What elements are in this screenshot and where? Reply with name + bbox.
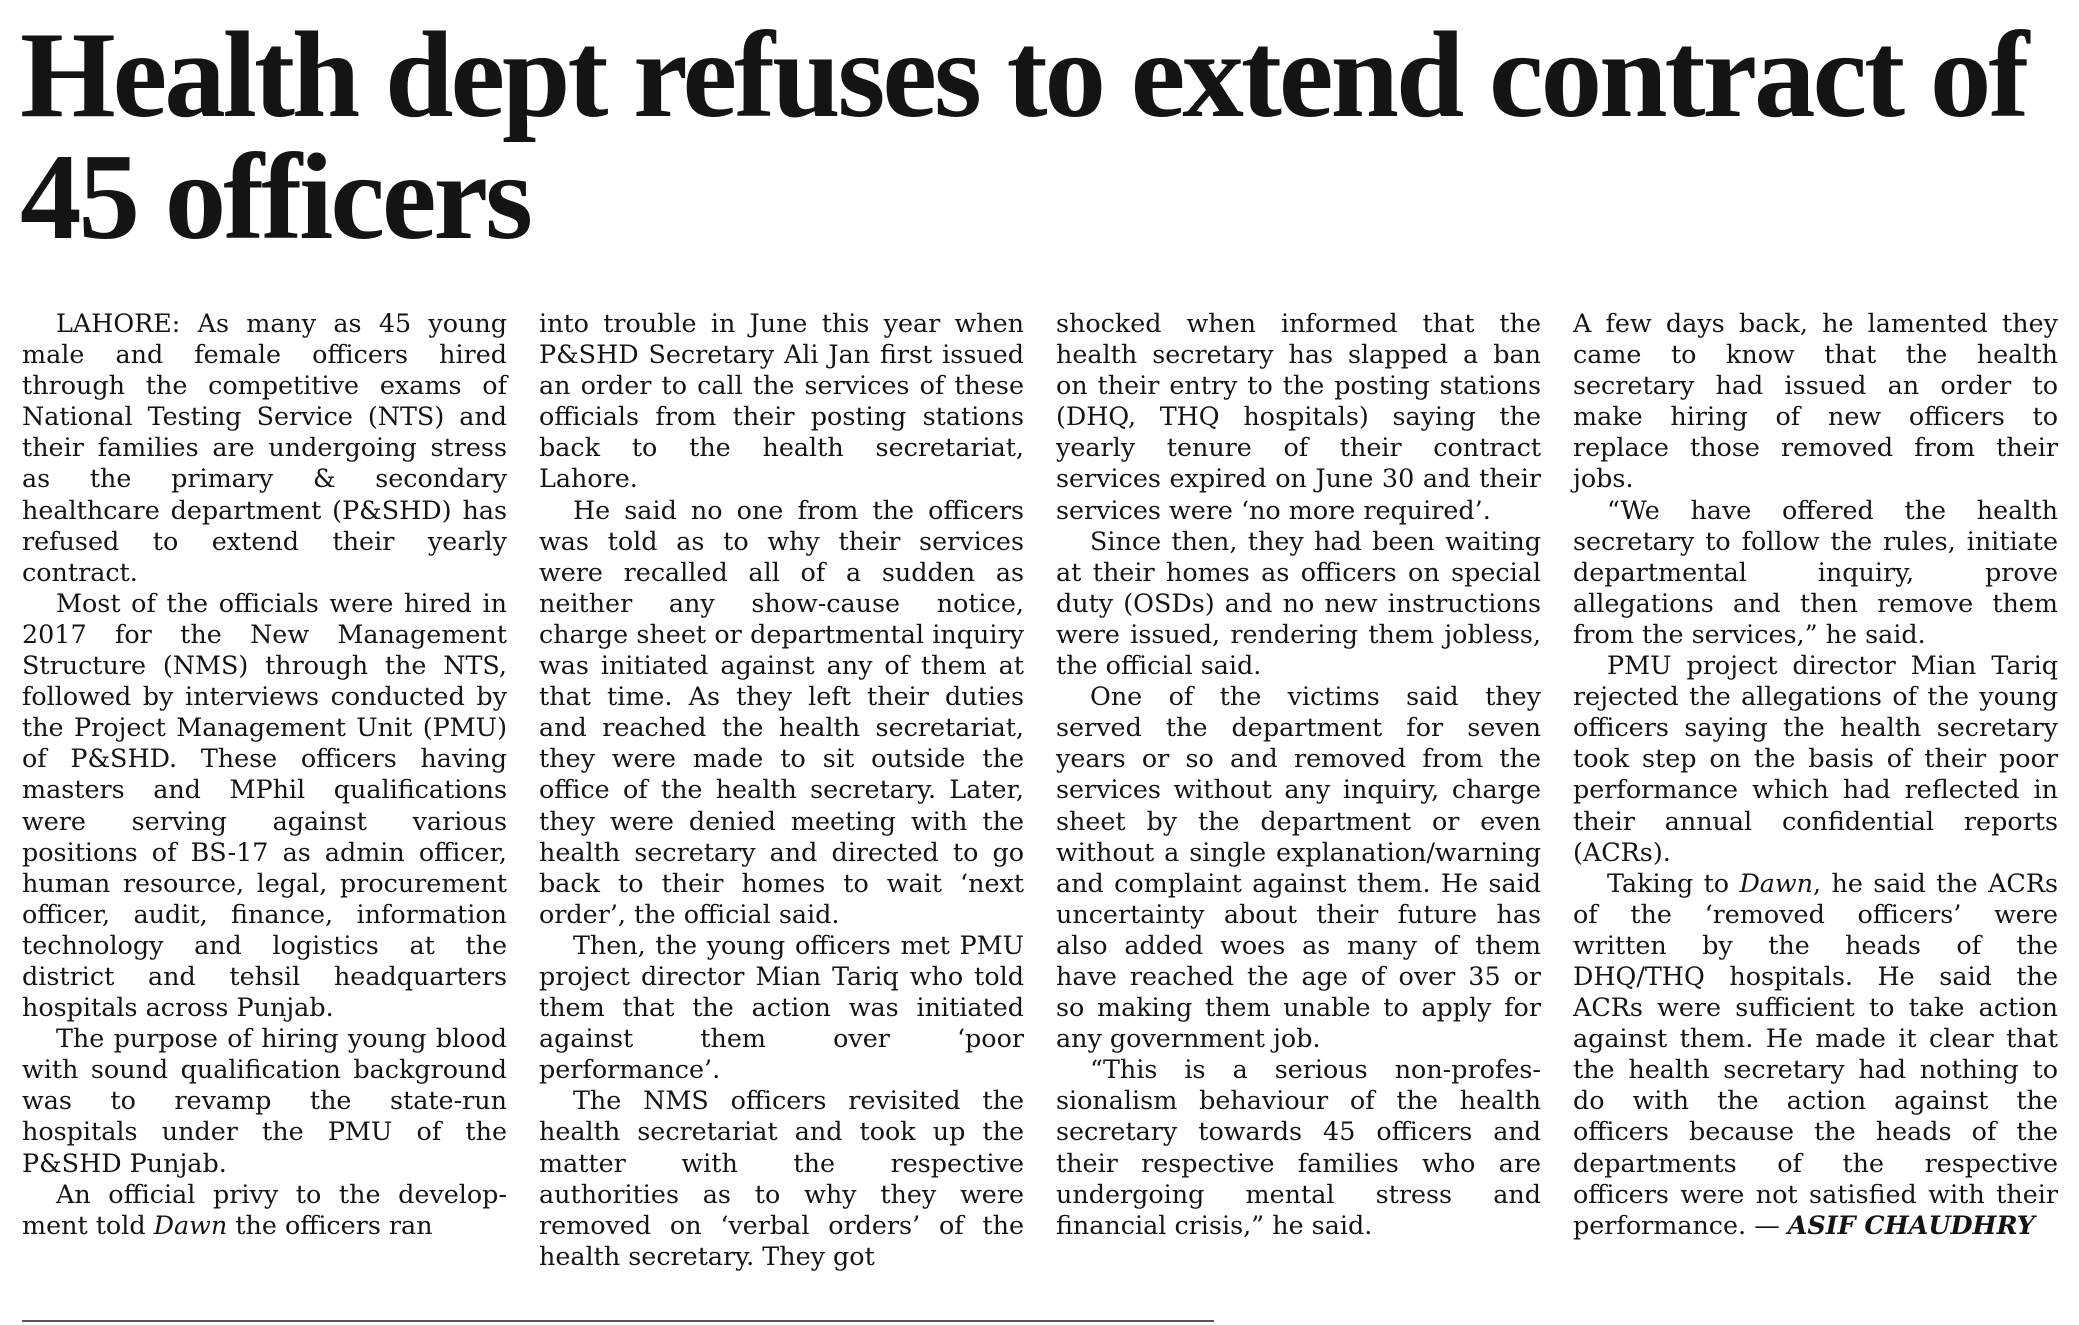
byline: ASIF CHAUDHRY (1787, 1209, 2035, 1240)
article-paragraph: Then, the young officers met PMU project director Mian Tariq who told them that the action was initiated against them over ‘poor performance’. (539, 929, 1024, 1085)
article-paragraph: The NMS officers revisited the health secretariat and took up the matter with the respective authorities as to why they were removed on ‘verbal orders’ of the health secretary. They got (539, 1085, 1024, 1271)
article-paragraph: Since then, they had been waiting at their homes as officers on special duty (OSDs) and no new instructions were issued, rendering them jobless, the official said. (1056, 525, 1541, 681)
italic-publication-name: Dawn (153, 1209, 228, 1240)
article-paragraph: LAHORE: As many as 45 young male and female officers hired through the competitive exams of National Testing Service (NTS) and their families are undergoing stress as the primary & secondary healthcare department (P&SHD) has refused to extend their yearly contract. (22, 308, 507, 587)
article-column-2 (539, 308, 1024, 1272)
article-paragraph: An official privy to the development told Dawn the officers ran (22, 1178, 507, 1240)
article-column-4 (1573, 308, 2058, 1241)
italic-publication-name: Dawn (1739, 867, 1814, 898)
article-paragraph: A few days back, he lamented they came to know that the health secretary had issued an order to make hiring of new officers to replace those removed from their jobs. (1573, 308, 2058, 494)
article-column-3 (1056, 308, 1541, 1241)
article-paragraph: He said no one from the officers was told as to why their services were recalled all of a sudden as neither any show-cause notice, charge sheet or departmental inquiry was initiated against any of them at that time. As they left their duties and reached the health secretariat, they were made to sit outside the office of the health secretary. Later, they were denied meeting with the health secretary and directed to go back to their homes to wait ‘next order’, the official said. (539, 494, 1024, 929)
article-paragraph: Taking to Dawn, he said the ACRs of the ‘removed officers’ were written by the heads of the DHQ/THQ hospitals. He said the ACRs were sufficient to take action against them. He made it clear that the health secretary had nothing to do with the action against the officers because the heads of the departments of the respective officers were not satisfied with their performance. — ASIF CHAUDHRY (1573, 867, 2058, 1240)
article-column-1 (22, 308, 507, 1241)
headline: Health dept refuses to extend contract of 45 officers (20, 6, 2027, 265)
article-paragraph: PMU project director Mian Tariq rejected the allegations of the young officers saying the health secretary took step on the basis of their poor performance which had reflected in their annual confidential reports (ACRs). (1573, 650, 2058, 867)
article-paragraph: into trouble in June this year when P&SHD Secretary Ali Jan first issued an order to call the services of these officials from their posting stations back to the health secretariat, Lahore. (539, 308, 1024, 494)
bottom-rule (22, 1320, 1214, 1322)
article-paragraph: Most of the officials were hired in 2017 for the New Management Structure (NMS) through the NTS, followed by interviews conducted by the Project Management Unit (PMU) of P&SHD. These officers having masters and MPhil qualifications were serving against various positions of BS-17 as admin officer, human resource, legal, procurement officer, audit, finance, information technology and logistics at the district and tehsil headquarters hospitals across Punjab. (22, 587, 507, 1023)
article-paragraph: The purpose of hiring young blood with sound qualification background was to revamp the state-run hospitals under the PMU of the P&SHD Punjab. (22, 1023, 507, 1178)
article-paragraph: “We have offered the health secretary to follow the rules, initiate departmental inquiry, prove allegations and then remove them from the services,” he said. (1573, 494, 2058, 649)
article-paragraph: “This is a serious non-professionalism behaviour of the health secretary towards 45 officers and their respective families who are undergoing mental stress and financial crisis,” he said. (1056, 1054, 1541, 1240)
article-paragraph: One of the victims said they served the department for seven years or so and removed from the services without any inquiry, charge sheet by the department or even without a single explanation/warning and complaint against them. He said uncertainty about their future has also added woes as many of them have reached the age of over 35 or so making them unable to apply for any government job. (1056, 681, 1541, 1054)
article-paragraph: shocked when informed that the health secretary has slapped a ban on their entry to the posting stations (DHQ, THQ hospitals) saying the yearly tenure of their contract services expired on June 30 and their services were ‘no more required’. (1056, 308, 1541, 525)
